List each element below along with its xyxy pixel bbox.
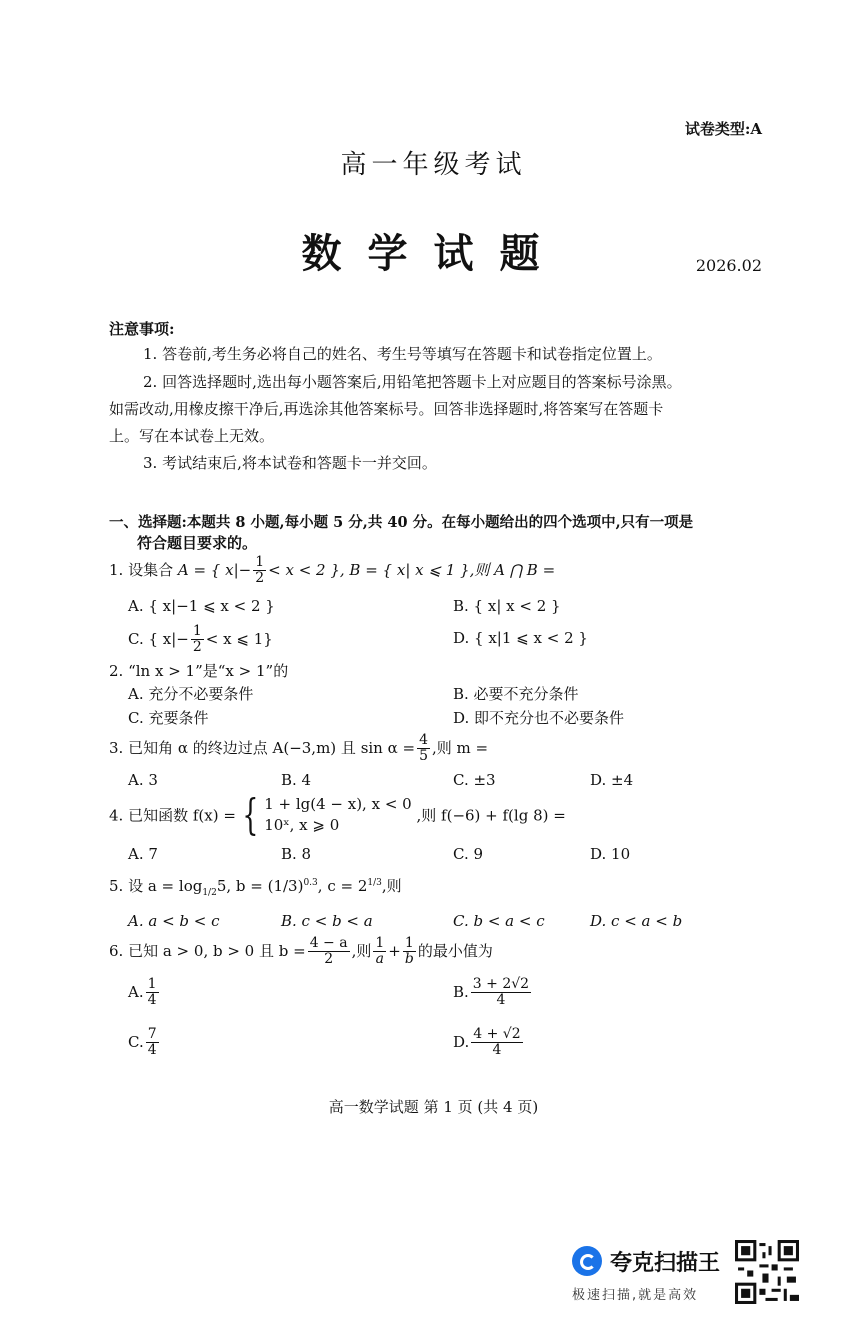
q1-set-a-left: A = { x|− [177,560,252,579]
q6-option-a-label: A. [128,982,144,1001]
q6-b-den: 2 [324,951,334,968]
note-line-3: 如需改动,用橡皮擦干净后,再选涂其他答案标号。回答非选择题时,将答案写在答题卡 [109,400,664,418]
q3-option-a: A. 3 [128,771,158,789]
q6-option-c-den: 4 [147,1042,157,1059]
note-line-2: 2. 回答选择题时,选出每小题答案后,用铅笔把答题卡上对应题目的答案标号涂黑。 [143,373,682,391]
q6-option-c-fraction [146,1027,159,1059]
q6-option-a-fraction [146,977,159,1009]
q1-frac-den: 2 [255,570,265,587]
q1-option-a: A. { x|−1 ⩽ x < 2 } [128,597,275,615]
q6-option-d-den: 4 [492,1042,502,1059]
question-6 [109,936,493,968]
q5-option-a: A. a < b < c [128,912,220,930]
q6-term1-num: 1 [375,935,385,951]
q5-option-c: C. b < a < c [453,912,545,930]
q6-option-a-den: 4 [147,992,157,1009]
q6-term2-fraction [403,936,416,968]
q1-option-c-den: 2 [192,639,202,656]
q4-cases [264,794,412,836]
q3-stem-right: ,则 m = [432,738,489,757]
page-footer: 高一数学试题 第 1 页 (共 4 页) [328,1098,539,1116]
note-line-1: 1. 答卷前,考生务必将自己的姓名、考生号等填写在答题卡和试卷指定位置上。 [143,345,662,363]
q5-stem-left: 5. 设 a = log [109,877,203,895]
q6-option-d-label: D. [453,1032,470,1051]
q1-option-c-num: 1 [192,623,202,639]
q3-frac-num: 4 [419,732,429,748]
note-line-5: 3. 考试结束后,将本试卷和答题卡一并交回。 [143,454,437,472]
q6-option-c-label: C. [128,1032,144,1051]
q5-stem-right: ,则 [381,877,402,895]
q3-option-b: B. 4 [281,771,312,789]
q6-option-c [128,1027,161,1059]
q6-stem-mid: ,则 [351,941,372,960]
q4-stem-right: ,则 f(−6) + f(lg 8) = [416,806,566,825]
q6-b-num: 4 − a [309,935,348,951]
q1-option-c [128,624,273,656]
q6-plus: + [388,941,401,960]
q4-option-c: C. 9 [453,845,484,863]
q4-brace-icon: { [242,790,259,839]
q6-option-b [453,977,533,1009]
q4-option-d: D. 10 [590,845,631,863]
q5-stem-mid: 5, b = (1/3) [216,877,304,895]
question-1 [109,555,555,587]
q2-option-c: C. 充要条件 [128,709,209,727]
q3-frac-den: 5 [419,748,429,765]
q5-option-b: B. c < b < a [281,912,373,930]
q5-exp-b: 0.3 [303,878,318,888]
exam-title: 高一年级考试 [340,150,527,180]
section-heading [109,512,769,555]
exam-date: 2026.02 [695,256,762,275]
brand-slogan: 极速扫描,就是高效 [572,1288,699,1303]
q1-prefix: 1. 设集合 [109,560,174,579]
q4-option-b: B. 8 [281,845,312,863]
q3-option-c: C. ±3 [453,771,496,789]
question-3 [109,733,488,765]
q6-option-a-num: 1 [147,976,157,992]
q6-option-c-num: 7 [147,1026,157,1042]
q1-option-b: B. { x| x < 2 } [453,597,561,615]
q1-option-d: D. { x|1 ⩽ x < 2 } [453,629,588,647]
main-title: 数学试题 [301,230,566,277]
q6-option-b-label: B. [453,982,469,1001]
note-line-4: 上。写在本试卷上无效。 [109,427,275,445]
q6-option-b-den: 4 [496,992,506,1009]
q6-option-b-num: 3 + 2√2 [472,976,530,992]
quark-logo-icon [572,1246,602,1276]
q1-option-c-fraction [191,624,204,656]
q5-exp-c: 1/3 [367,878,382,888]
q6-stem-right: 的最小值为 [417,941,493,960]
q6-option-d-fraction [471,1027,522,1059]
q4-option-a: A. 7 [128,845,158,863]
q3-fraction [417,733,430,765]
q5-log-base: 1/2 [202,888,217,898]
q6-term1-den: a [375,951,385,968]
q5-stem-c: , c = 2 [317,877,368,895]
q1-option-c-left: C. { x|− [128,629,189,648]
q3-option-d: D. ±4 [590,771,634,789]
notes-heading: 注意事项: [109,320,175,338]
q4-case-2: 10ˣ, x ⩾ 0 [264,816,340,834]
qr-code-icon [735,1240,799,1304]
q4-stem-left: 4. 已知函数 f(x) = [109,806,236,825]
q6-option-a [128,977,161,1009]
question-2: 2. “ln x > 1”是“x > 1”的 [109,662,289,680]
q4-case-1: 1 + lg(4 − x), x < 0 [264,795,412,813]
q2-option-b: B. 必要不充分条件 [453,685,579,703]
brand-name: 夸克扫描王 [610,1251,721,1276]
q6-term1-fraction [373,936,386,968]
q6-option-d-num: 4 + √2 [473,1026,521,1042]
q1-fraction [253,555,266,587]
q1-frac-num: 1 [255,554,265,570]
question-4 [109,790,566,839]
q6-option-b-fraction [471,977,531,1009]
q6-term2-num: 1 [404,935,414,951]
q2-option-d: D. 即不充分也不必要条件 [453,709,625,727]
q1-set-a-right: < x < 2 }, B = { x| x ⩽ 1 },则 A ⋂ B = [268,560,556,579]
paper-type-label: 试卷类型:A [684,120,762,138]
q2-option-a: A. 充分不必要条件 [128,685,254,703]
section-line-2: 符合题目要求的。 [137,534,258,553]
q6-stem-left: 6. 已知 a > 0, b > 0 且 b = [109,941,306,960]
q6-option-d [453,1027,525,1059]
q5-option-d: D. c < a < b [590,912,683,930]
q1-option-c-right: < x ⩽ 1} [205,629,273,648]
question-5 [109,875,402,898]
q3-stem-left: 3. 已知角 α 的终边过点 A(−3,m) 且 sin α = [109,738,416,757]
q6-term2-den: b [404,951,414,968]
q6-b-fraction [308,936,350,968]
section-line-1: 一、选择题:本题共 8 小题,每小题 5 分,共 40 分。在每小题给出的四个选项中,只有一项是 [109,514,694,531]
